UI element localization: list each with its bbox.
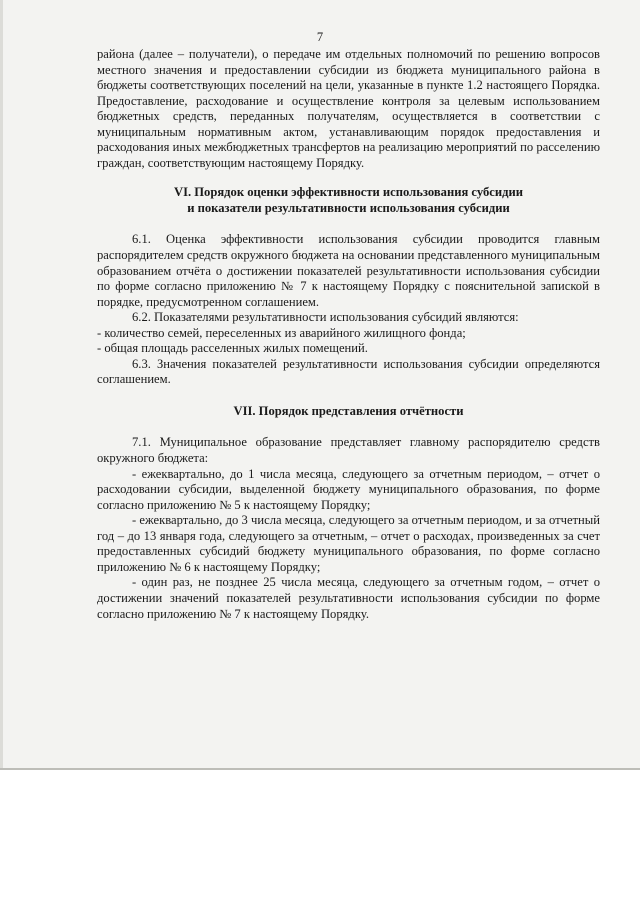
indicator-item-area: - общая площадь расселенных жилых помещений.	[97, 341, 368, 356]
section-7-title: VII. Порядок представления отчётности	[233, 403, 464, 418]
paragraph-6-1: 6.1. Оценка эффективности использования субсидии проводится главным распорядителем средств окружного бюджета на основании представленного муниципальным образованием отчёта о достижении показателей результативности использования субсидии по форме согласно приложению № 7 к настоящему Порядку с пояснительной запиской в порядке, предусмотренном соглашением.	[97, 232, 600, 309]
page-number: 7	[316, 30, 324, 44]
paragraph-7-1: 7.1. Муниципальное образование представляет главному распорядителю средств окружного бюджета:	[97, 435, 600, 466]
section-6-title-line-2: и показатели результативности использования субсидии	[187, 200, 510, 215]
report-item-quarterly-expenses: - ежеквартально, до 3 числа месяца, следующего за отчетным периодом, и за отчетный год – до 13 января года, следующего за отчетным, – отчет о расходах, произведенных за счет предоставленных субсидий бюджету муниципального образования, по форме согласно приложению № 6 к настоящему Порядку;	[97, 513, 600, 574]
report-item-quarterly-spending: - ежеквартально, до 1 числа месяца, следующего за отчетным периодом, – отчет о расходовании субсидии, выделенной бюджету муниципального образования, по форме согласно приложению № 5 к настоящему Порядку;	[97, 466, 600, 512]
section-6-title-line-1: VI. Порядок оценки эффективности использования субсидии	[173, 185, 524, 200]
indicator-item-families: - количество семей, переселенных из аварийного жилищного фонда;	[97, 325, 466, 340]
intro-paragraph: района (далее – получатели), о передаче им отдельных полномочий по решению вопросов местного значения и предоставлении субсидии из бюджета муниципального района в бюджеты соответствующих поселений на цели, указанные в пункте 1.2 настоящего Порядка. Предоставление, расходование и осуществление контроля за целевым использованием бюджетных средств, переданных получателям, осуществляется в соответствии с муниципальным нормативным актом, устанавливающим порядок предоставления и расходования иных межбюджетных трансфертов на реализацию мероприятий по расселению граждан, соответствующим настоящему Порядку.	[97, 47, 600, 170]
paragraph-6-3: 6.3. Значения показателей результативности использования субсидии определяются соглашением.	[97, 356, 600, 387]
report-item-annual-indicators: - один раз, не позднее 25 числа месяца, следующего за отчетным годом, – отчет о достижении значений показателей результативности использования субсидии по форме согласно приложению № 7 к настоящему Порядку.	[97, 575, 600, 621]
paragraph-6-2: 6.2. Показателями результативности использования субсидий являются:	[132, 310, 519, 325]
document-body	[97, 47, 600, 622]
page-edge-shadow	[0, 0, 3, 768]
